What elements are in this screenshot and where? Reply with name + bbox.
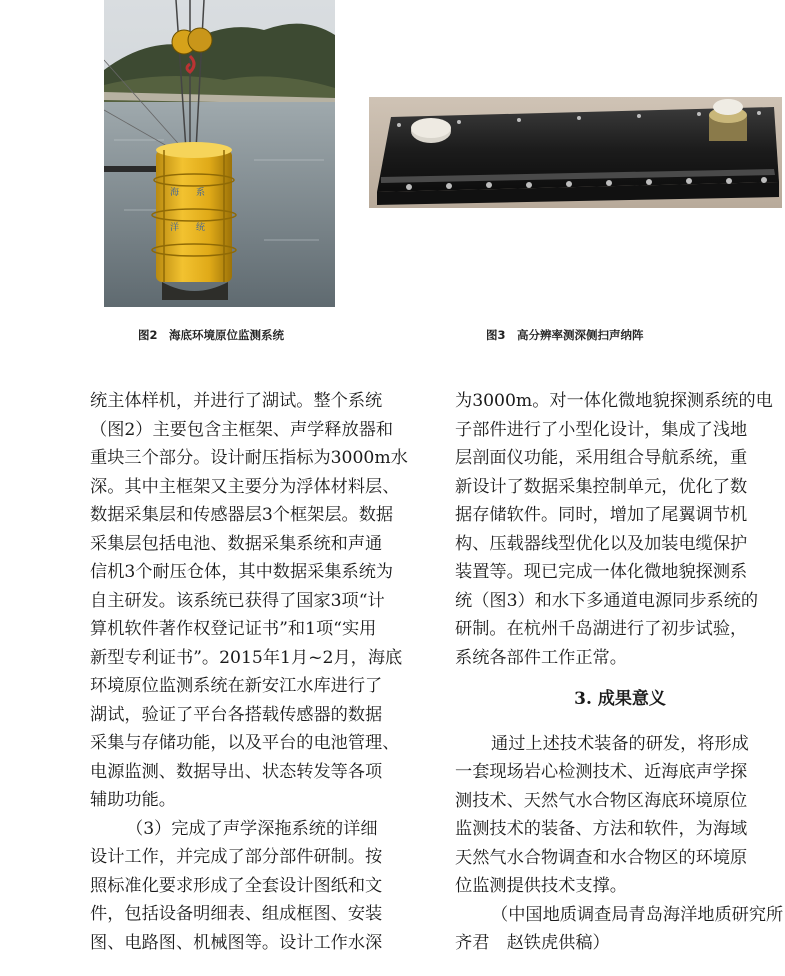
figure-2-photo [104, 0, 335, 307]
text-line: 数据采集层和传感器层3个框架层。数据 [90, 505, 394, 525]
sonar-array-photo [369, 97, 782, 208]
figure-3-caption: 图3 高分辨率测深侧扫声纳阵 [486, 328, 644, 342]
text-line: 照标准化要求形成了全套设计图纸和文 [90, 875, 383, 896]
text-line: 位监测提供技术支撑。 [455, 876, 627, 896]
text-line: 图、电路图、机械图等。设计工作水深 [90, 932, 383, 953]
text-line: （图2）主要包含主框架、声学释放器和 [90, 419, 394, 440]
text-line: 算机软件著作权登记证书”和1项“实用 [90, 619, 377, 639]
text-line: 辅助功能。 [90, 790, 176, 810]
right-text-column [455, 387, 785, 958]
text-line: 天然气水合物调查和水合物区的环境原 [455, 847, 748, 868]
svg-text:统: 统 [196, 223, 206, 233]
text-line: 装置等。现已完成一体化微地貌探测系 [455, 562, 748, 582]
left-text-column [90, 387, 420, 957]
text-line: 新设计了数据采集控制单元，优化了数 [455, 476, 748, 497]
text-line: 通过上述技术装备的研发，将形成 [491, 733, 749, 754]
text-line: 据存储软件。同时，增加了尾翼调节机 [455, 505, 748, 525]
text-line: 重块三个部分。设计耐压指标为3000m水 [90, 448, 408, 468]
text-line: 深。其中主框架又主要分为浮体材料层、 [90, 476, 400, 497]
text-line: 层剖面仪功能，采用组合导航系统，重 [455, 448, 748, 468]
text-line: 新型专利证书”。2015年1月~2月，海底 [90, 647, 403, 668]
text-line: 统（图3）和水下多通道电源同步系统的 [455, 590, 759, 611]
text-line: 子部件进行了小型化设计，集成了浅地 [455, 419, 748, 440]
text-line: 电源监测、数据导出、状态转发等各项 [90, 761, 383, 782]
svg-text:洋: 洋 [170, 223, 180, 233]
text-line: 信机3个耐压仓体，其中数据采集系统为 [90, 562, 394, 582]
text-line: 采集与存储功能，以及平台的电池管理、 [90, 733, 400, 753]
svg-text:系: 系 [196, 188, 206, 198]
text-line: 构、压载器线型优化以及加装电缆保护 [455, 533, 748, 554]
source-attribution: （中国地质调查局青岛海洋地质研究所 [491, 904, 784, 925]
section-heading: 3. 成果意义 [574, 689, 666, 709]
text-line: 一套现场岩心检测技术、近海底声学探 [455, 762, 748, 782]
text-line: 系统各部件工作正常。 [455, 647, 627, 668]
text-line: 湖试，验证了平台各搭载传感器的数据 [90, 704, 383, 725]
text-line: 统主体样机，并进行了湖试。整个系统 [90, 391, 383, 411]
text-line: 设计工作，并完成了部分部件研制。按 [90, 847, 383, 867]
monitoring-system-photo [104, 0, 335, 307]
text-line: 采集层包括电池、数据采集系统和声通 [90, 533, 383, 554]
text-line: 为3000m。对一体化微地貌探测系统的电 [455, 391, 773, 411]
svg-text:海: 海 [170, 188, 180, 198]
text-line: 件，包括设备明细表、组成框图、安装 [90, 904, 383, 924]
text-line: （3）完成了声学深拖系统的详细 [126, 818, 378, 839]
figure-2-caption: 图2 海底环境原位监测系统 [138, 328, 285, 342]
figure-3-photo [369, 97, 782, 208]
text-line: 研制。在杭州千岛湖进行了初步试验， [455, 619, 748, 639]
text-line: 测技术、天然气水合物区海底环境原位 [455, 790, 748, 811]
text-line: 环境原位监测系统在新安江水库进行了 [90, 676, 383, 696]
source-authors: 齐君 赵铁虎供稿） [455, 933, 610, 953]
text-line: 自主研发。该系统已获得了国家3项“计 [90, 590, 385, 611]
text-line: 监测技术的装备、方法和软件，为海域 [455, 819, 748, 839]
